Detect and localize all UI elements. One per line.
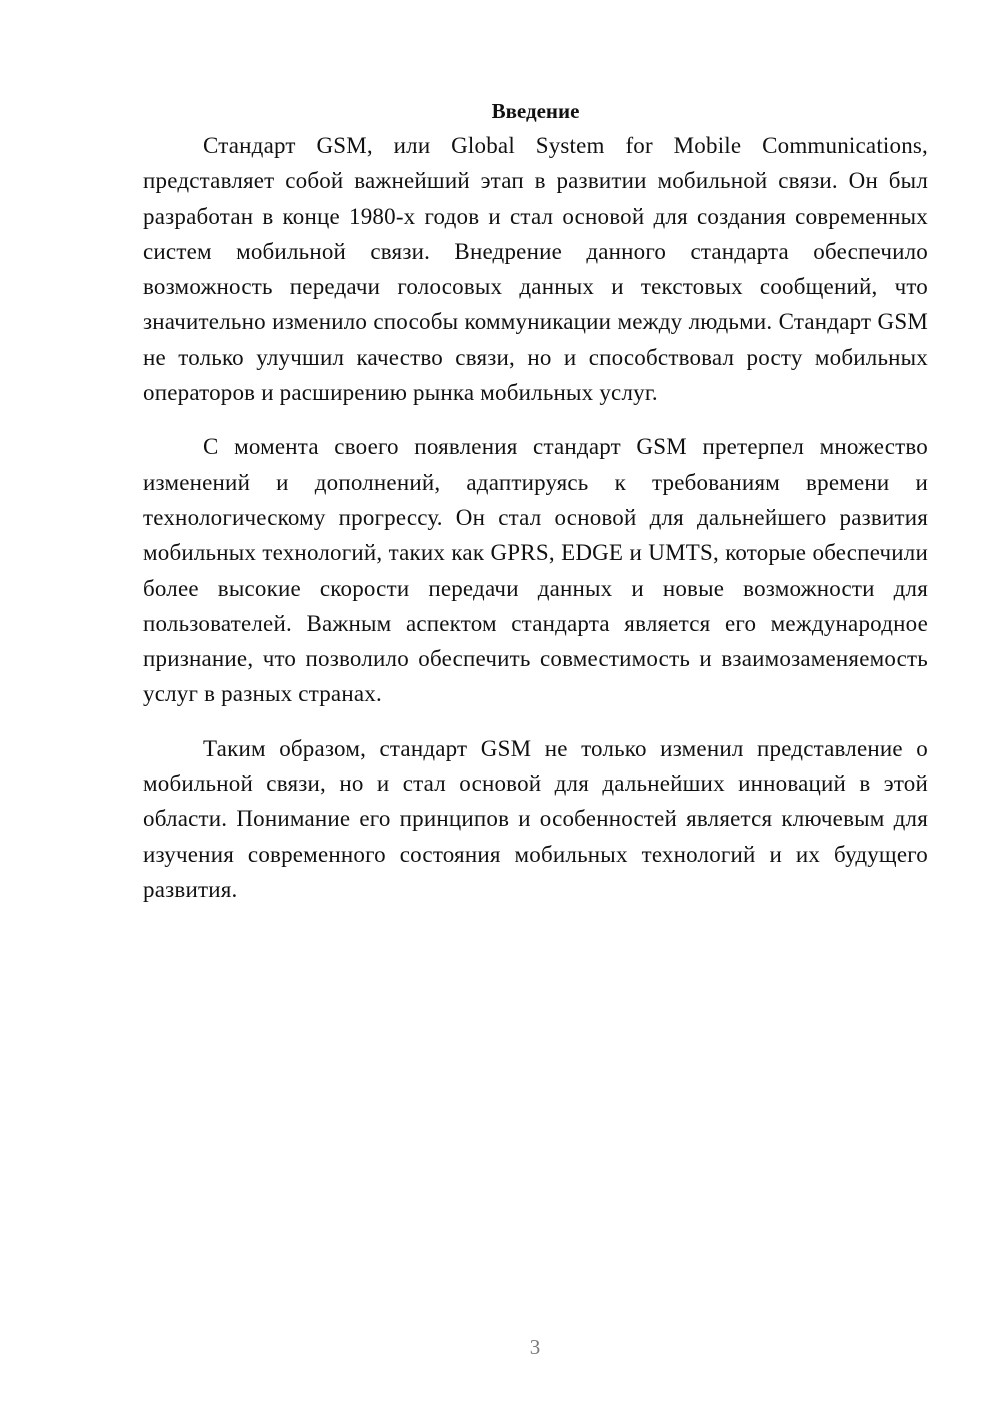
page-number: 3	[529, 1335, 541, 1359]
page-content	[143, 96, 928, 926]
paragraph-1: Стандарт GSM, или Global System for Mobile Communications, представляет собой важнейший этап в развитии мобильной связи. Он был разработан в конце 1980-х годов и стал основой для создания современных систем мобильной связи. Внедрение данного стандарта обеспечило возможность передачи голосовых данных и текстовых сообщений, что значительно изменило способы коммуникации между людьми. Стандарт GSM не только улучшил качество связи, но и способствовал росту мобильных операторов и расширению рынка мобильных услуг.	[143, 133, 928, 406]
paragraph-3: Таким образом, стандарт GSM не только изменил представление о мобильной связи, но и стал основой для дальнейших инноваций в этой области. Понимание его принципов и особенностей является ключевым для изучения современного состояния мобильных технологий и их будущего развития.	[143, 735, 928, 902]
section-heading: Введение	[491, 99, 580, 123]
paragraph-2: С момента своего появления стандарт GSM претерпел множество изменений и дополнений, адаптируясь к требованиям времени и технологическому прогрессу. Он стал основой для дальнейшего развития мобильных технологий, таких как GPRS, EDGE и UMTS, которые обеспечили более высокие скорости передачи данных и новые возможности для пользователей. Важным аспектом стандарта является его международное признание, что позволило обеспечить совместимость и взаимозаменяемость услуг в разных странах.	[143, 434, 928, 707]
